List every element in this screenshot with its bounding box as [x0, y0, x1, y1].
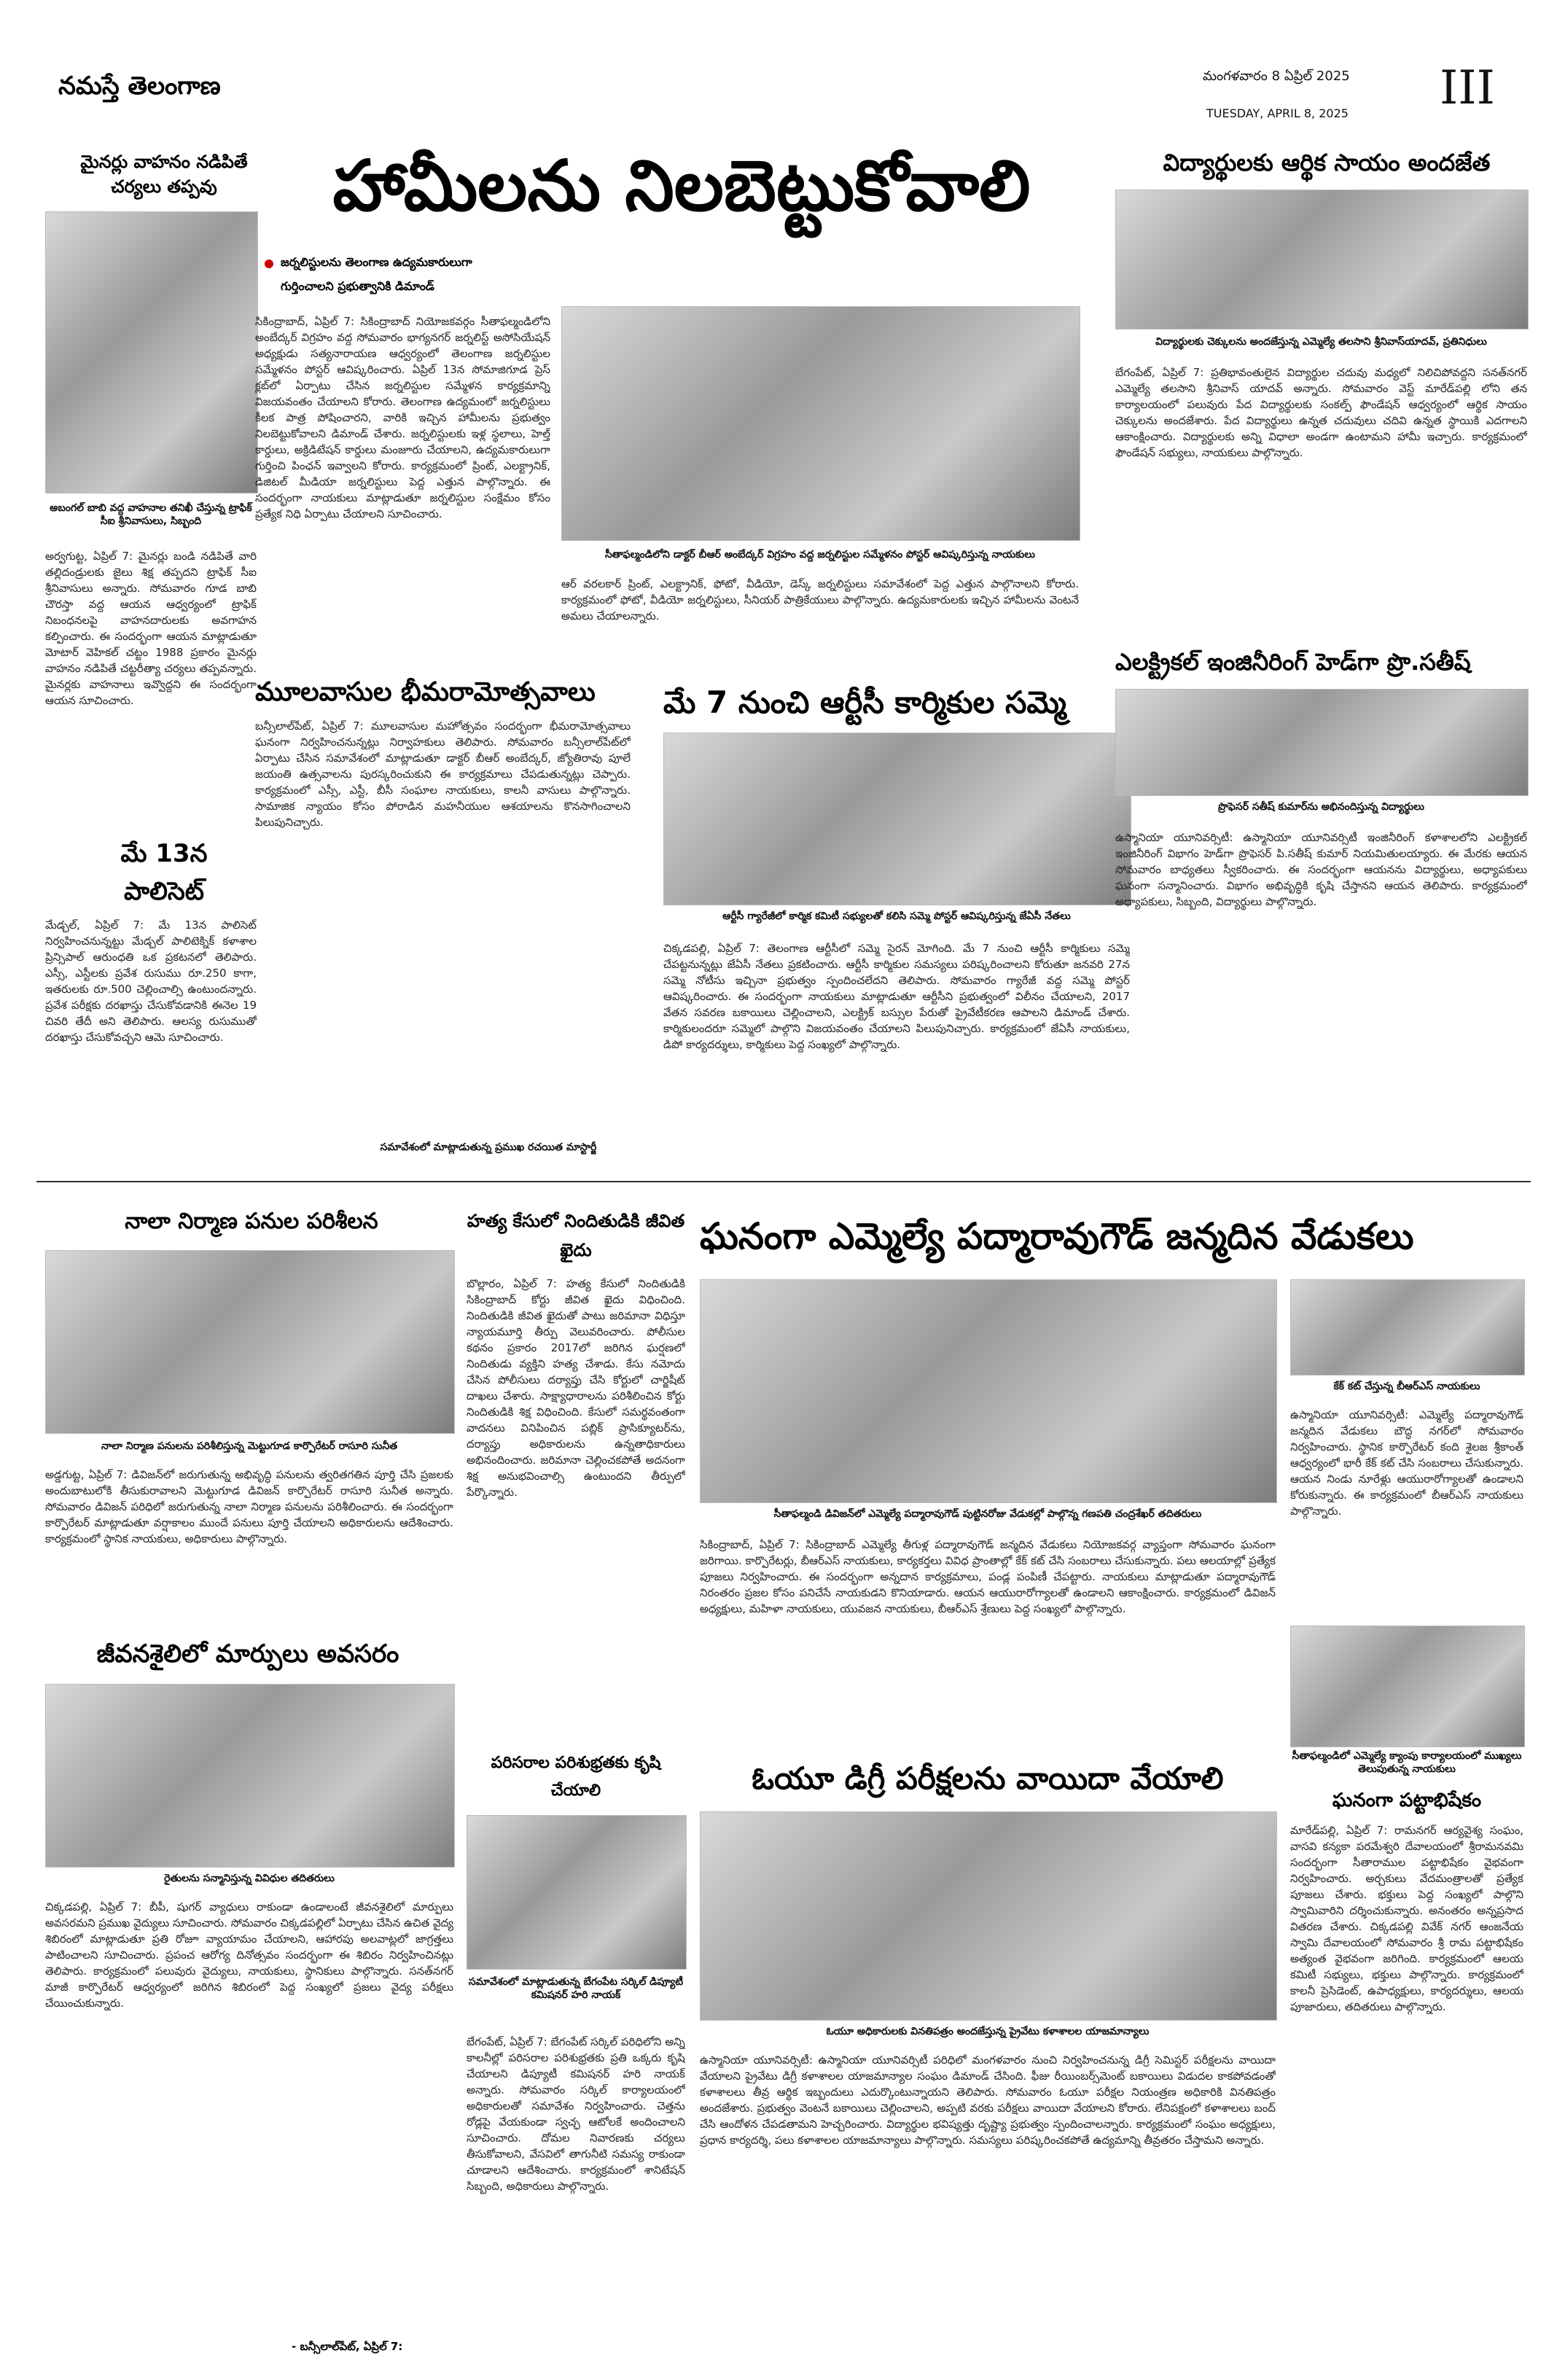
masthead: నమస్తే తెలంగాణ — [58, 71, 221, 101]
article-body-bhima: బన్సీలాల్‌పేట్, ఏప్రిల్ 7: మూలవాసుల మహోత్సవం సందర్భంగా భీమరామోత్సవాలు ఘనంగా నిర్వహించనున్నట్లు నిర్వాహకులు తెలిపారు. సోమవారం బన్సీలాల్‌పేట్‌లో ఏర్పాటు చేసిన సమావేశంలో మాట్లాడుతూ డాక్టర్ బీఆర్ అంబేద్కర్, జ్యోతిరావు పూలే జయంతి ఉత్సవాలను పురస్కరించుకుని ఈ కార్యక్రమాలు చేపడుతున్నట్లు చెప్పారు. కార్యక్రమంలో ఎస్సీ, ఎస్టీ, బీసీ సంఘాల నాయకులు, కాలనీ వాసులు పాల్గొన్నారు. సామాజిక న్యాయం కోసం పోరాడిన మహనీయుల ఆశయాలను కొనసాగించాలని పిలుపునిచ్చారు. — [255, 719, 631, 829]
article-body-journalists-cont: ఆర్ వరలకార్ ప్రింట్, ఎలక్ట్రానిక్, ఫోటో, వీడియో, డెస్క్ జర్నలిస్టులు సమావేశంలో పెద్ద ఎత్తున పాల్గొనాలని కోరారు. కార్యక్రమంలో ఫోటో, వీడియో జర్నలిస్టులు, సీనియర్ పాత్రికేయులు పాల్గొన్నారు. ఉద్యమకారులకు ఇచ్చిన హామీలను వెంటనే అమలు చేయాలన్నారు. — [561, 577, 1079, 623]
headline-bhimaramotsavalu: మూలవాసుల భీమరామోత్సవాలు — [255, 677, 596, 707]
photo-lifestyle — [45, 1684, 455, 1868]
photo-journalists-poster — [561, 306, 1080, 541]
photo-cake — [1290, 1279, 1525, 1376]
date-english: TUESDAY, APRIL 8, 2025 — [1206, 106, 1349, 120]
caption-pattabhishekam: సీతాఫల్మండిలో ఎమ్మెల్యే క్యాంపు కార్యాలయంలో ముఖ్యలు తెలుపుతున్న నాయకులు — [1292, 1750, 1522, 1775]
article-body-lifestyle: చిక్కడపల్లి, ఏప్రిల్ 7: బీపీ, షుగర్ వ్యాధులు రాకుండా ఉండాలంటే జీవనశైలిలో మార్పులు అవసరమని ప్రముఖ వైద్యులు సూచించారు. సోమవారం చిక్కడపల్లిలో ఏర్పాటు చేసిన ఉచిత వైద్య శిబిరంలో మాట్లాడుతూ ప్రతి రోజూ వ్యాయామం చేయాలని, ఆహారపు అలవాట్లలో జాగ్రత్తలు పాటించాలని సూచించారు. ప్రపంచ ఆరోగ్య దినోత్సవం సందర్భంగా ఈ శిబిరం నిర్వహించినట్లు తెలిపారు. కార్యక్రమంలో పలువురు వైద్యులు, నాయకులు, స్థానికులు పాల్గొన్నారు. సనత్‌నగర్ మాజీ కార్పొరేటర్ ఆధ్వర్యంలో జరిగిన శిబిరంలో పెద్ద సంఖ్యలో ప్రజలు వైద్య పరీక్షలు చేయించుకున్నారు. — [45, 1900, 453, 2010]
headline-nala: నాలా నిర్మాణ పనుల పరిశీలన — [125, 1209, 378, 1234]
caption-satish: ప్రొఫెసర్ సతీష్ కుమార్‌ను అభినందిస్తున్న విద్యార్థులు — [1218, 801, 1424, 813]
caption-traffic-check: అబంగల్ బాబి వద్ద వాహనాల తనిఖీ చేస్తున్న ట్రాఫిక్ సీఐ శ్రీనివాసులు, సిబ్బంది — [50, 502, 252, 527]
article-body-financial-aid: బేగంపేట్, ఏప్రిల్ 7: ప్రతిభావంతులైన విద్యార్థుల చదువు మధ్యలో నిలిచిపోవద్దని సనత్‌నగర్ ఎమ్మెల్యే తలసాని శ్రీనివాస్ యాదవ్ అన్నారు. సోమవారం వెస్ట్ మారేడ్‌పల్లి లోని తన కార్యాలయంలో పలువురు పేద విద్యార్థులకు సంకల్ప్ ఫౌండేషన్ ఆధ్వర్యంలో ఆర్థిక సాయం చెక్కులను అందజేశారు. పేద విద్యార్థులు ఉన్నత చదువులు చదివి ఉన్నత స్థాయికి ఎదగాలని ఆకాంక్షించారు. విద్యార్థులకు అన్ని విధాలా అండగా ఉంటామని హామీ ఇచ్చారు. కార్యక్రమంలో ఫౌండేషన్ సభ్యులు, నాయకులు పాల్గొన్నారు. — [1115, 366, 1527, 459]
caption-nala: నాలా నిర్మాణ పనులను పరిశీలిస్తున్న మెట్టుగూడ కార్పొరేటర్ రాసూరి సునీత — [101, 1440, 398, 1452]
bullet-icon — [265, 260, 273, 268]
caption-birthday: సీతాఫల్మండి డివిజన్‌లో ఎమ్మెల్యే పద్మారావుగౌడ్ పుట్టినరోజు వేడుకల్లో పాల్గొన్న గణపతి చంద్రశేఖర్ తదితరులు — [773, 1508, 1202, 1520]
caption-cake: కేక్ కట్ చేస్తున్న బీఆర్‌ఎస్ నాయకులు — [1333, 1381, 1480, 1392]
caption-financial-aid: విద్యార్థులకు చెక్కులను అందజేస్తున్న ఎమ్మెల్యే తలసాని శ్రీనివాస్‌యాదవ్, ప్రతినిధులు — [1155, 336, 1487, 348]
photo-cleanliness — [467, 1815, 687, 1970]
photo-birthday — [700, 1279, 1277, 1503]
photo-ou-exams — [700, 1811, 1277, 2021]
article-body-journalists: సికింద్రాబాద్, ఏప్రిల్ 7: సికింద్రాబాద్ నియోజకవర్గం సీతాఫల్మండిలోని అంబేద్కర్ విగ్రహం వద్ద సోమవారం భాగ్యనగర్ జర్నలిస్ట్ అసోసియేషన్ అధ్యక్షుడు సత్యనారాయణ ఆధ్వర్యంలో తెలంగాణ జర్నలిస్టుల సమ్మేళనం పోస్టర్ ఆవిష్కరించారు. ఏప్రిల్ 13న సోమాజిగూడ ప్రెస్ క్లబ్‌లో ఏర్పాటు చేసిన జర్నలిస్టుల సమ్మేళన కార్యక్రమాన్ని విజయవంతం చేయాలని కోరారు. తెలంగాణ ఉద్యమంలో జర్నలిస్టులు కీలక పాత్ర పోషించారని, వారికి ఇచ్చిన హామీలను ప్రభుత్వం నిలబెట్టుకోవాలని డిమాండ్ చేశారు. జర్నలిస్టులకు ఇళ్ల స్థలాలు, హెల్త్ కార్డులు, అక్రిడిటేషన్ కార్డులు మంజూరు చేయాలని, ఉద్యమకారులుగా గుర్తించి పింఛన్ ఇవ్వాలని కోరారు. కార్యక్రమంలో ప్రింట్, ఎలక్ట్రానిక్, డిజిటల్ మీడియా జర్నలిస్టులు పెద్ద ఎత్తున పాల్గొన్నారు. ఈ సందర్భంగా నాయకులు మాట్లాడుతూ జర్నలిస్టుల సంక్షేమం కోసం ప్రత్యేక నిధి ఏర్పాటు చేయాలని సూచించారు. — [255, 315, 550, 520]
caption-rtc-poster: ఆర్టీసీ గ్యారేజీలో కార్మిక కమిటీ సభ్యులతో కలిసి సమ్మె పోస్టర్ ఆవిష్కరిస్తున్న జేఏసీ నేతలు — [722, 910, 1071, 922]
photo-traffic-check — [45, 211, 258, 493]
photo-satish — [1115, 689, 1529, 796]
headline-financial-aid: విద్యార్థులకు ఆర్థిక సాయం అందజేత — [1163, 149, 1491, 176]
caption-bhima: సమావేశంలో మాట్లాడుతున్న ప్రముఖ రచయిత మాస్టార్జీ — [380, 1142, 597, 1153]
article-body-nala: అడ్డగుట్ట, ఏప్రిల్ 7: డివిజన్‌లో జరుగుతున్న అభివృద్ధి పనులను త్వరితగతిన పూర్తి చేసి ప్రజలకు అందుబాటులోకి తీసుకురావాలని మెట్టుగూడ డివిజన్ కార్పొరేటర్ రాసూరి సునీత అన్నారు. సోమవారం డివిజన్ పరిధిలో జరుగుతున్న నాలా నిర్మాణ పనులను పరిశీలించారు. ఈ సందర్భంగా కార్పొరేటర్ మాట్లాడుతూ వర్షాకాలం ముందే పనులు పూర్తి చేయాలని అధికారులను ఆదేశించారు. కార్యక్రమంలో స్థానిక నాయకులు, అధికారులు పాల్గొన్నారు. — [45, 1468, 453, 1545]
article-body-murder-case: బొల్లారం, ఏప్రిల్ 7: హత్య కేసులో నిందితుడికి సికింద్రాబాద్ కోర్టు జీవిత ఖైదు విధించింది. నిందితుడికి జీవిత ఖైదుతో పాటు జరిమానా విధిస్తూ న్యాయమూర్తి తీర్పు వెలువరించారు. పోలీసుల కథనం ప్రకారం 2017లో జరిగిన ఘర్షణలో నిందితుడు వ్యక్తిని హత్య చేశాడు. కేసు నమోదు చేసిన పోలీసులు దర్యాప్తు చేసి కోర్టులో చార్జిషీట్ దాఖలు చేశారు. సాక్ష్యాధారాలను పరిశీలించిన కోర్టు నిందితుడికి శిక్ష విధించింది. కేసులో సమర్థవంతంగా వాదనలు వినిపించిన పబ్లిక్ ప్రాసిక్యూటర్‌ను, దర్యాప్తు అధికారులను ఉన్నతాధికారులు అభినందించారు. జరిమానా చెల్లించకపోతే అదనంగా శిక్ష అనుభవించాల్సి ఉంటుందని తీర్పులో పేర్కొన్నారు. — [467, 1277, 685, 1499]
headline-rtc-strike: మే 7 నుంచి ఆర్టీసీ కార్మికుల సమ్మె — [663, 684, 1066, 720]
article-body-minors: అర్వగుట్ట, ఏప్రిల్ 7: మైనర్లు బండి నడిపితే వారి తల్లిదండ్రులకు జైలు శిక్ష తప్పదని ట్రాఫిక్ సీఐ శ్రీనివాసులు అన్నారు. సోమవారం గూడ బాబి చౌరస్తా వద్ద ఆయన ఆధ్వర్యంలో ట్రాఫిక్ నిబంధనలపై వాహనదారులకు అవగాహన కల్పించారు. ఈ సందర్భంగా ఆయన మాట్లాడుతూ మోటార్ వెహికల్ చట్టం 1988 ప్రకారం మైనర్లు వాహనం నడిపితే చట్టరీత్యా చర్యలు తప్పవన్నారు. మైనర్లకు వాహనాలు ఇవ్వొద్దని ఈ సందర్భంగా ఆయన సూచించారు. — [45, 550, 257, 707]
article-body-rtc: చిక్కడపల్లి, ఏప్రిల్ 7: తెలంగాణ ఆర్టీసీలో సమ్మె సైరన్ మోగింది. మే 7 నుంచి ఆర్టీసీ కార్మికులు సమ్మె చేపట్టనున్నట్లు జేఏసీ నేతలు ప్రకటించారు. ఆర్టీసీ కార్మికుల సమస్యలు పరిష్కరించాలని కోరుతూ జనవరి 27న సమ్మె నోటీసు ఇచ్చినా ప్రభుత్వం స్పందించలేదని తెలిపారు. సోమవారం గ్యారేజీ వద్ద సమ్మె పోస్టర్ ఆవిష్కరించారు. ఈ సందర్భంగా నాయకులు మాట్లాడుతూ ఆర్టీసీని ప్రభుత్వంలో విలీనం చేయాలని, 2017 వేతన సవరణ బకాయిలు చెల్లించాలని, ఎలక్ట్రిక్ బస్సుల పేరుతో ప్రైవేటీకరణ ఆపాలని డిమాండ్ చేశారు. కార్మికులందరూ సమ్మెలో పాల్గొని విజయవంతం చేయాలని పిలుపునిచ్చారు. కార్యక్రమంలో జేఏసీ నాయకులు, డిపో కార్యదర్శులు, కార్మికులు పెద్ద సంఖ్యలో పాల్గొన్నారు. — [663, 942, 1130, 1051]
headline-lifestyle: జీవనశైలిలో మార్పులు అవసరం — [96, 1639, 399, 1669]
photo-financial-aid — [1115, 190, 1529, 329]
main-headline: హామీలను నిలబెట్టుకోవాలి — [332, 144, 1031, 227]
brief-headline-polycet: మే 13న పాలిసెట్ — [120, 839, 208, 906]
article-body-satish: ఉస్మానియా యూనివర్సిటీ: ఉస్మానియా యూనివర్సిటీ ఇంజినీరింగ్ కళాశాలలోని ఎలక్ట్రికల్ ఇంజినీరింగ్ విభాగం హెడ్‌గా ప్రొఫెసర్ పి.సతీష్ కుమార్ నియమితులయ్యారు. ఈ మేరకు ఆయన సోమవారం బాధ్యతలు స్వీకరించారు. ఈ సందర్భంగా ఆయనను విద్యార్థులు, అధ్యాపకులు ఘనంగా సన్మానించారు. విభాగం అభివృద్ధికి కృషి చేస్తానని ఆయన తెలిపారు. కార్యక్రమంలో అధ్యాపకులు, సిబ్బంది, విద్యార్థులు పాల్గొన్నారు. — [1115, 831, 1527, 908]
date-telugu: మంగళవారం 8 ఏప్రిల్ 2025 — [1203, 69, 1350, 84]
section-divider — [36, 1181, 1531, 1182]
page-number: III — [1440, 61, 1495, 115]
byline: - బన్సీలాల్‌పేట్, ఏప్రిల్ 7: — [292, 2340, 403, 2353]
headline-murder-case: హత్య కేసులో నిందితుడికి జీవిత ఖైదు — [467, 1211, 685, 1260]
kicker-line-1: జర్నలిస్టులను తెలంగాణ ఉద్యమకారులుగా — [281, 255, 472, 269]
headline-cleanliness: పరిసరాల పరిశుభ్రతకు కృషి చేయాలి — [491, 1754, 661, 1800]
caption-journalists-poster: సీతాఫల్మండిలోని డాక్టర్ బీఆర్ అంబేద్కర్ విగ్రహం వద్ద జర్నలిస్టుల సమ్మేళనం పోస్టర్ ఆవిష్కరిస్తున్న నాయకులు — [604, 549, 1036, 561]
photo-rtc-poster — [663, 733, 1131, 905]
brief-headline-minors: మైనర్లు వాహనం నడిపితే చర్యలు తప్పవు — [80, 152, 248, 197]
photo-pattabhishekam — [1290, 1626, 1525, 1747]
headline-electrical-head: ఎలక్ట్రికల్ ఇంజినీరింగ్ హెడ్‌గా ప్రొ.సతీష్ — [1115, 648, 1471, 676]
article-body-cleanliness: బేగంపేట్, ఏప్రిల్ 7: బేగంపేట్ సర్కిల్ పరిధిలోని అన్ని కాలనీల్లో పరిసరాల పరిశుభ్రతకు ప్రతి ఒక్కరు కృషి చేయాలని డిప్యూటీ కమిషనర్ హరి నాయక్ అన్నారు. సోమవారం సర్కిల్ కార్యాలయంలో అధికారులతో సమావేశం నిర్వహించారు. చెత్తను రోడ్లపై వేయకుండా స్వచ్ఛ ఆటోలకే అందించాలని సూచించారు. దోమల నివారణకు చర్యలు తీసుకోవాలని, వేసవిలో తాగునీటి సమస్య రాకుండా చూడాలని ఆదేశించారు. కార్యక్రమంలో శానిటేషన్ సిబ్బంది, అధికారులు పాల్గొన్నారు. — [467, 2035, 685, 2193]
headline-birthday: ఘనంగా ఎమ్మెల్యే పద్మారావుగౌడ్ జన్మదిన వేడుకలు — [700, 1215, 1414, 1257]
photo-nala — [45, 1250, 455, 1434]
article-body-pattabhishekam: మారేడ్‌పల్లి, ఏప్రిల్ 7: రామనగర్ ఆర్యవైశ్య సంఘం, వాసవి కన్యకా పరమేశ్వరి దేవాలయంలో శ్రీరామనవమి సందర్భంగా సీతారాముల పట్టాభిషేకం వైభవంగా నిర్వహించారు. అర్చకులు వేదమంత్రాలతో ప్రత్యేక పూజలు చేశారు. భక్తులు పెద్ద సంఖ్యలో పాల్గొని స్వామివారిని దర్శించుకున్నారు. అనంతరం అన్నప్రసాద వితరణ చేశారు. చిక్కడపల్లి వివేక్ నగర్ ఆంజనేయ స్వామి దేవాలయంలో సోమవారం శ్రీ రామ పట్టాభిషేకం అత్యంత వైభవంగా జరిగింది. కార్యక్రమంలో ఆలయ కమిటీ సభ్యులు, భక్తులు పాల్గొన్నారు. కార్యక్రమంలో కాలనీ ప్రెసిడెంట్, ఉపాధ్యక్షులు, కార్యదర్శులు, ఆలయ పూజారులు, తదితరులు పాల్గొన్నారు. — [1290, 1824, 1523, 2013]
headline-ou-exams: ఓయూ డిగ్రీ పరీక్షలను వాయిదా వేయాలి — [752, 1760, 1224, 1796]
article-body-cake: ఉస్మానియా యూనివర్సిటీ: ఎమ్మెల్యే పద్మారావుగౌడ్ జన్మదిన వేడుకలు బౌద్ధ నగర్‌లో సోమవారం నిర్వహించారు. స్థానిక కార్పొరేటర్ కంది శైలజ శ్రీకాంత్ ఆధ్వర్యంలో భారీ కేక్ కట్ చేసి సంబరాలు చేసుకున్నారు. ఆయన నిండు నూరేళ్లు ఆయురారోగ్యాలతో ఉండాలని కోరుకున్నారు. ఈ కార్యక్రమంలో బీఆర్‌ఎస్ నాయకులు పాల్గొన్నారు. — [1290, 1408, 1523, 1518]
kicker-line-2: గుర్తించాలని ప్రభుత్వానికి డిమాండ్ — [281, 279, 434, 293]
article-body-polycet: మేడ్చల్, ఏప్రిల్ 7: మే 13న పాలిసెట్ నిర్వహించనున్నట్టు మేడ్చల్ పాలిటెక్నిక్ కళాశాల ప్రిన్సిపాల్ ఆరుంధతి ఒక ప్రకటనలో తెలిపారు. ఎస్సీ, ఎస్టీలకు ప్రవేశ రుసుము రూ.250 కాగా, ఇతరులకు రూ.500 చెల్లించాల్సి ఉంటుందన్నారు. ప్రవేశ పరీక్షకు దరఖాస్తు చేసుకోవడానికి ఈనెల 19 చివరి తేదీ అని తెలిపారు. ఆలస్య రుసుముతో దరఖాస్తు చేసుకోవచ్చని ఆమె సూచించారు. — [45, 918, 257, 1044]
headline-pattabhishekam: ఘనంగా పట్టాభిషేకం — [1332, 1790, 1482, 1811]
article-body-birthday: సికింద్రాబాద్, ఏప్రిల్ 7: సికింద్రాబాద్ ఎమ్మెల్యే తీగుళ్ల పద్మారావుగౌడ్ జన్మదిన వేడుకలు నియోజకవర్గ వ్యాప్తంగా సోమవారం ఘనంగా జరిగాయి. కార్పొరేటర్లు, బీఆర్‌ఎస్ నాయకులు, కార్యకర్తలు వివిధ ప్రాంతాల్లో కేక్ కట్ చేసి సంబరాలు చేసుకున్నారు. పలు ఆలయాల్లో ప్రత్యేక పూజలు నిర్వహించారు. ఈ సందర్భంగా అన్నదాన కార్యక్రమాలు, పండ్ల పంపిణీ చేపట్టారు. నాయకులు మాట్లాడుతూ పద్మారావుగౌడ్ నిరంతరం ప్రజల కోసం పనిచేసే నాయకుడని కొనియాడారు. ఆయన ఆయురారోగ్యాలతో ఉండాలని ఆకాంక్షించారు. కార్యక్రమంలో డివిజన్ అధ్యక్షులు, మహిళా నాయకులు, యువజన నాయకులు, బీఆర్‌ఎస్ శ్రేణులు పెద్ద సంఖ్యలో పాల్గొన్నారు. — [700, 1538, 1276, 1615]
caption-ou-exams: ఓయూ అధికారులకు వినతిపత్రం అందజేస్తున్న ప్రైవేటు కళాశాలల యాజమాన్యాలు — [826, 2026, 1150, 2037]
caption-cleanliness: సమావేశంలో మాట్లాడుతున్న బేగంపేట సర్కిల్ డిప్యూటీ కమిషనర్ హరి నాయక్ — [468, 1976, 684, 2001]
article-body-ou-exams: ఉస్మానియా యూనివర్సిటీ: ఉస్మానియా యూనివర్సిటీ పరిధిలో మంగళవారం నుంచి నిర్వహించనున్న డిగ్రీ సెమిస్టర్ పరీక్షలను వాయిదా వేయాలని ప్రైవేటు డిగ్రీ కళాశాలల యాజమాన్యాల సంఘం డిమాండ్ చేసింది. ఫీజు రీయింబర్స్‌మెంట్ బకాయిలు విడుదల కాకపోవడంతో కళాశాలలు తీవ్ర ఆర్థిక ఇబ్బందులు ఎదుర్కొంటున్నాయని తెలిపారు. సోమవారం ఓయూ పరీక్షల నియంత్రణ అధికారికి వినతిపత్రం అందజేశారు. ప్రభుత్వం వెంటనే బకాయిలు చెల్లించాలని, అప్పటి వరకు పరీక్షలు వాయిదా వేయాలని కోరారు. లేనిపక్షంలో కళాశాలలు బంద్ చేసి ఆందోళన చేపడతామని హెచ్చరించారు. విద్యార్థుల భవిష్యత్తు దృష్ట్యా ప్రభుత్వం స్పందించాలన్నారు. కార్యక్రమంలో సంఘం అధ్యక్షులు, ప్రధాన కార్యదర్శి, పలు కళాశాలల యాజమాన్యాలు పాల్గొన్నారు. సమస్యలు పరిష్కరించకపోతే ఉద్యమాన్ని తీవ్రతరం చేస్తామని అన్నారు. — [700, 2053, 1276, 2147]
caption-lifestyle: రైతులను సన్మానిస్తున్న వివిధుల తదితరులు — [164, 1873, 335, 1884]
